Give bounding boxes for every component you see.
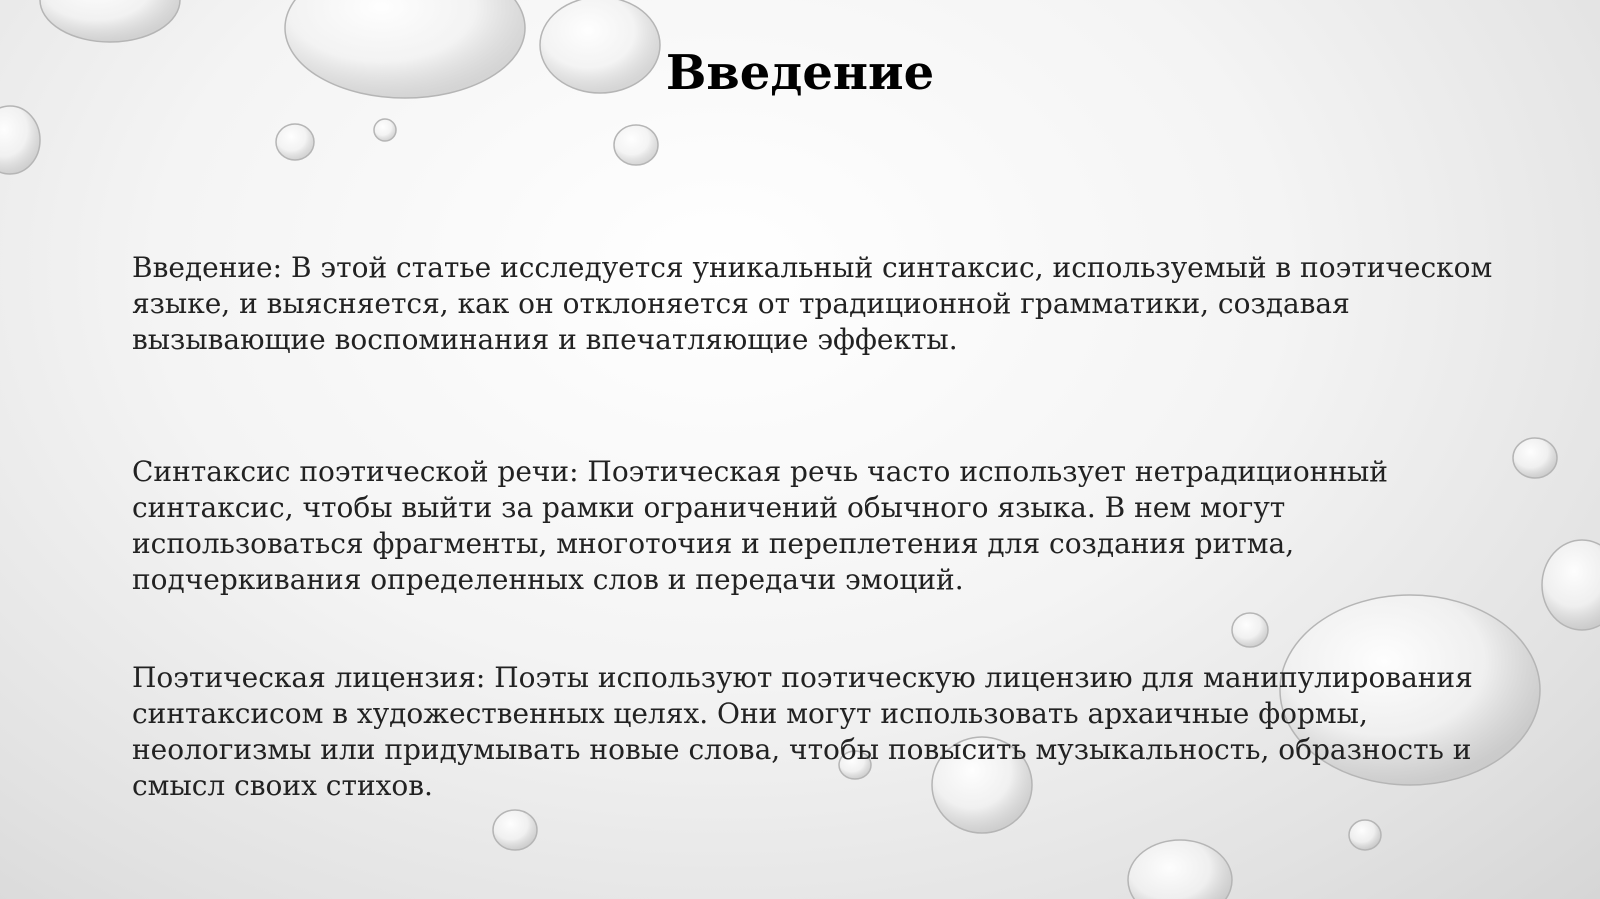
paragraph-introduction: Введение: В этой статье исследуется уникальный синтаксис, используемый в поэтическом языке, и выясняется, как он отклоняется от традиционной грамматики, создавая вызывающие воспоминания и впечатляющие эффекты. bbox=[132, 251, 1493, 356]
slide-title: Введение bbox=[665, 45, 935, 101]
paragraph-poetic-license: Поэтическая лицензия: Поэты используют поэтическую лицензию для манипулирования синтаксисом в художественных целях. Они могут использовать архаичные формы, неологизмы или придумывать новые слова, чтобы повысить музыкальность, образность и смысл своих стихов. bbox=[132, 661, 1473, 802]
paragraph-poetic-syntax: Синтаксис поэтической речи: Поэтическая речь часто использует нетрадиционный синтаксис, чтобы выйти за рамки ограничений обычного языка. В нем могут использоваться фрагменты, многоточия и переплетения для создания ритма, подчеркивания определенных слов и передачи эмоций. bbox=[132, 455, 1388, 596]
